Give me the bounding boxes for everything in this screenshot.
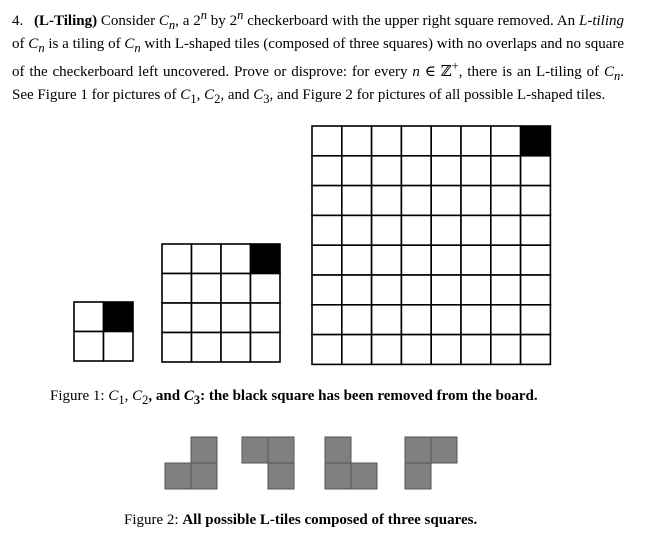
board-square [372,245,402,275]
board-square [192,244,222,274]
term-l-tiling: L-tiling [578,13,624,29]
board-square [431,305,461,335]
board-square [461,275,491,305]
tile-square [431,437,457,463]
board-square [372,156,402,186]
board-square [461,245,491,275]
removed-square [251,244,281,274]
math-sub: n [168,18,176,32]
board-square [342,305,372,335]
math-sub: 2 [142,393,149,407]
text: , and [148,388,184,404]
board-square [342,156,372,186]
math-C: C [132,388,143,404]
board-square [401,126,431,156]
board-square [251,274,281,304]
board-square [401,215,431,245]
math-sup: n [237,8,244,22]
figure-2-caption [124,512,477,529]
board-square [491,275,521,305]
text: checkerboard with the upper right square removed. An [243,13,579,29]
board-square [491,305,521,335]
board-square [521,305,551,335]
math-C: C [108,388,119,404]
board-square [431,156,461,186]
tile-square [405,463,431,489]
board-square [521,215,551,245]
board-square [372,305,402,335]
math-sub: n [134,40,141,55]
board-square [461,335,491,365]
board-square [401,305,431,335]
text: , [124,388,133,404]
text: by 2 [206,13,238,29]
board-square [372,126,402,156]
tile-square [165,463,191,489]
text: , and [220,86,254,103]
board-square [342,275,372,305]
board-square [312,275,342,305]
text: with L-shaped tiles (composed of three squares) with no overlaps and no square of the checkerboard left uncovered. Prove or disprove: for every [12,35,625,80]
board-square [401,275,431,305]
l-tile-2 [242,437,294,489]
board-square [431,186,461,216]
board-square [342,335,372,365]
caption-text: : the black square has been removed from the board. [200,388,538,404]
board-square [162,303,192,333]
board-square [521,186,551,216]
text: is a tiling of [44,35,125,52]
tile-square [351,463,377,489]
board-square [312,186,342,216]
text: of [12,35,29,52]
board-square [401,245,431,275]
removed-square [521,126,551,156]
board-square [521,245,551,275]
board-square [431,275,461,305]
board-square [74,332,104,362]
board-square [491,215,521,245]
board-square [342,215,372,245]
text: , a 2 [175,13,201,29]
math-elem: ∈ ℤ [419,64,452,80]
tile-square [242,437,268,463]
board-square [192,274,222,304]
tile-square [268,437,294,463]
text: , there is an L-tiling of [458,64,604,80]
board-square [461,156,491,186]
problem-title: (L-Tiling) [34,13,98,29]
board-c1 [74,302,133,361]
tile-square [325,463,351,489]
board-square [221,244,251,274]
tile-square [405,437,431,463]
tile-square [268,463,294,489]
math-sub: 2 [214,91,221,106]
board-square [312,126,342,156]
text: , and Figure 2 for pictures of all possible L-shaped tiles. [269,86,606,103]
board-square [431,335,461,365]
board-square [491,126,521,156]
board-square [251,303,281,333]
board-square [521,335,551,365]
math-sub: 1 [118,393,125,407]
board-square [431,215,461,245]
board-c2 [162,244,280,362]
board-square [221,333,251,363]
math-n: n [412,64,420,80]
caption-label: Figure 1: [50,388,109,404]
board-square [251,333,281,363]
text: Consider [97,13,159,29]
removed-square [104,302,134,332]
figure-1-caption [50,388,538,408]
board-square [401,156,431,186]
board-square [491,186,521,216]
math-C: C [158,13,169,29]
board-square [74,302,104,332]
board-square [372,335,402,365]
board-square [192,303,222,333]
board-square [342,186,372,216]
board-square [372,186,402,216]
math-C: C [180,86,191,103]
board-square [104,332,134,362]
board-square [521,156,551,186]
l-tile-4 [405,437,457,489]
board-square [461,215,491,245]
board-square [491,156,521,186]
board-square [431,126,461,156]
l-tile-3 [325,437,377,489]
board-square [221,274,251,304]
board-square [162,244,192,274]
board-square [312,245,342,275]
board-square [312,305,342,335]
board-square [401,186,431,216]
board-square [401,335,431,365]
math-C: C [183,388,194,404]
board-square [372,275,402,305]
board-square [342,245,372,275]
tile-square [325,437,351,463]
math-sub: n [38,40,45,55]
board-square [491,245,521,275]
caption-text: All possible L-tiles composed of three squares. [182,512,478,528]
board-square [431,245,461,275]
board-square [312,215,342,245]
text: , [196,86,205,103]
math-C: C [124,35,135,52]
tile-square [191,437,217,463]
board-square [372,215,402,245]
board-square [461,126,491,156]
math-C: C [28,35,39,52]
tile-square [191,463,217,489]
board-square [521,275,551,305]
problem-number: 4. [12,13,24,29]
math-C: C [604,64,615,80]
l-tile-1 [165,437,217,489]
board-square [162,333,192,363]
math-sub: 3 [263,91,270,106]
board-square [312,335,342,365]
board-square [461,186,491,216]
math-sub: n [614,69,621,83]
math-C: C [253,86,264,103]
board-square [491,335,521,365]
board-c3 [312,126,550,364]
board-square [342,126,372,156]
math-sup: n [200,8,207,22]
math-sup: + [451,59,459,73]
board-square [221,303,251,333]
math-sub: 1 [190,91,197,106]
board-square [461,305,491,335]
math-sub: 3 [193,393,201,407]
text: . See Figure 1 for pictures of [12,64,625,103]
board-square [162,274,192,304]
caption-label: Figure 2: [124,512,183,528]
board-square [312,156,342,186]
math-C: C [204,86,215,103]
board-square [192,333,222,363]
